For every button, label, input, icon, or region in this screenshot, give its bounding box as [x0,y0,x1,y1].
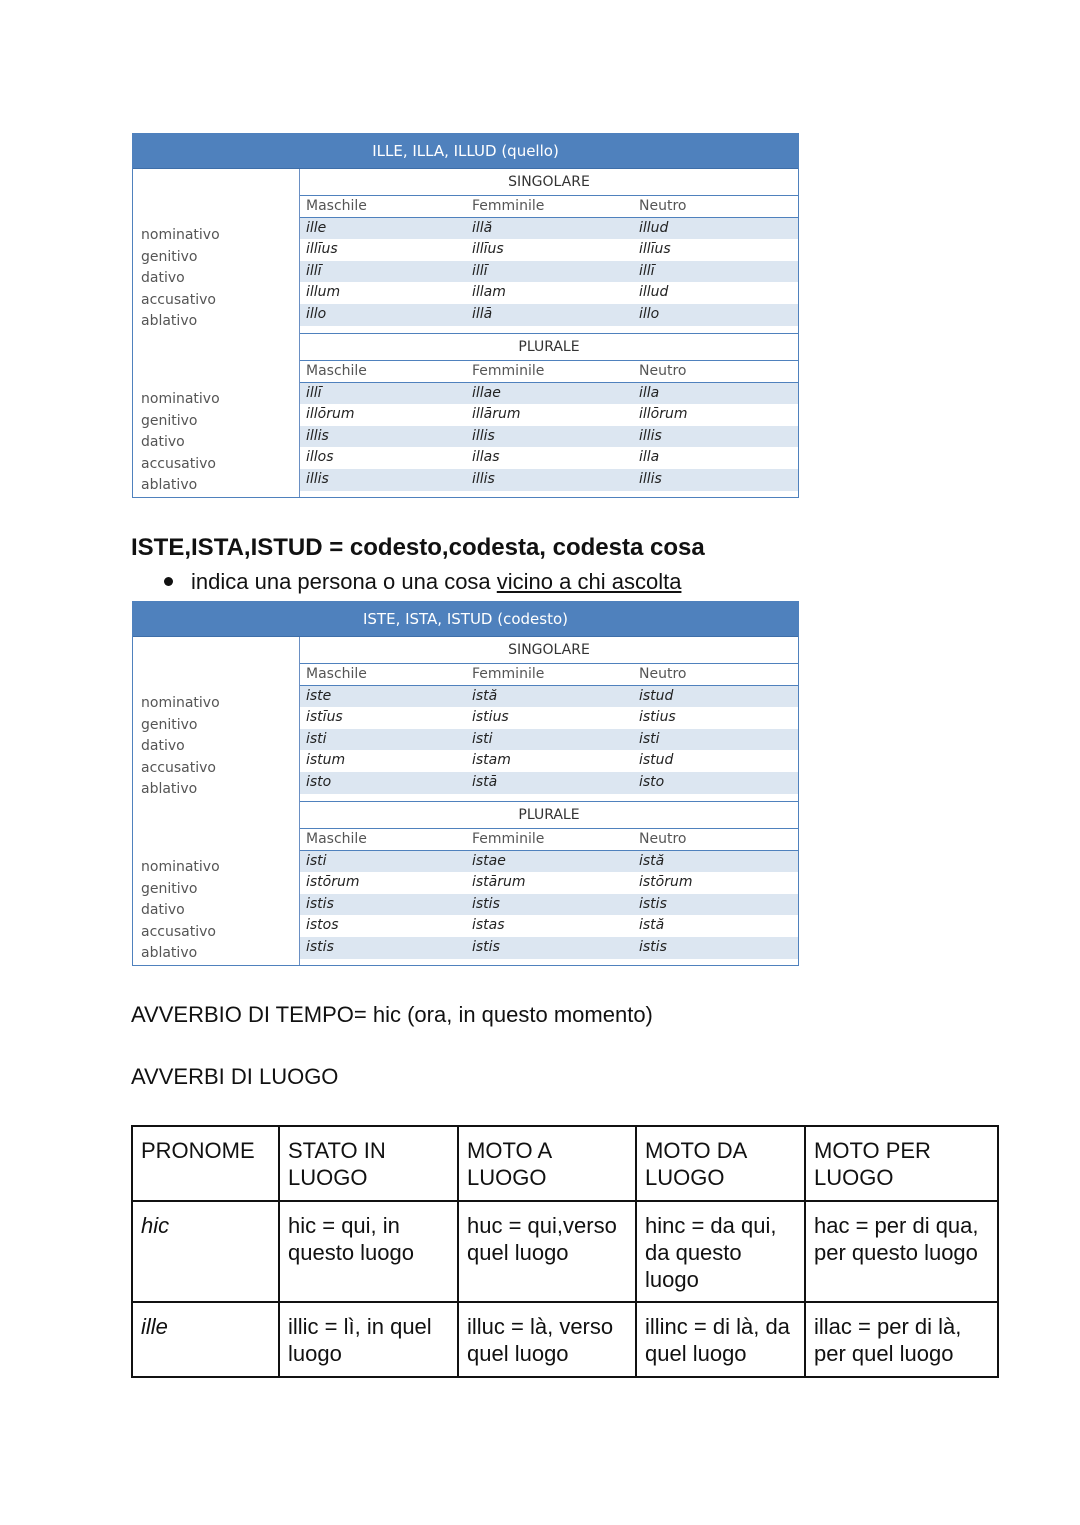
case-labels [133,333,300,497]
table-cell: huc = qui,verso quel luogo [458,1201,636,1302]
bullet-icon [164,577,173,586]
form-cell: istum [306,752,346,769]
table-row [300,304,798,326]
form-cell: istos [306,917,339,934]
declension-table-ille [132,133,799,498]
plural-block [133,333,798,497]
form-cell: illo [306,305,327,322]
table-row [132,1302,998,1377]
table-cell: hic = qui, in questo luogo [279,1201,458,1302]
form-cell: ille [306,219,327,236]
table-row [300,218,798,240]
gender-header-row [300,664,798,686]
form-cell: illis [306,427,329,444]
case-labels [133,637,300,801]
gender-header: Femminile [472,666,545,682]
form-cell: illī [306,262,322,279]
case-labels [133,801,300,965]
gender-header: Neutro [639,198,687,214]
form-cell: isti [306,852,327,869]
form-cell: illos [306,449,334,466]
gender-header-row [300,196,798,218]
case-label: ablativo [141,477,198,494]
form-cell: istă [472,687,498,704]
case-label: dativo [141,738,185,755]
case-label: accusativo [141,291,216,308]
gender-header: Femminile [472,198,545,214]
form-cell: illis [639,427,662,444]
form-cell: istae [472,852,506,869]
case-labels [133,169,300,333]
adverb-time-line: AVVERBIO DI TEMPO= hic (ora, in questo momento) [131,1002,653,1027]
table-row [300,937,798,959]
form-cell: istius [472,709,509,726]
form-cell: illīus [639,241,671,258]
declension-table-iste [132,601,799,966]
column-header: STATO IN LUOGO [279,1126,458,1201]
gender-header: Neutro [639,666,687,682]
form-cell: istis [306,895,334,912]
form-cell: illud [639,284,669,301]
form-cell: isti [306,730,327,747]
table-cell: illinc = di là, da quel luogo [636,1302,805,1377]
form-cell: istă [639,852,665,869]
singular-block [133,637,798,801]
table-title: ISTE, ISTA, ISTUD (codesto) [133,602,798,637]
form-cell: illā [472,305,493,322]
form-cell: istud [639,752,674,769]
table-header-row [132,1126,998,1201]
form-cell: illis [472,470,495,487]
form-cell: illă [472,219,493,236]
table-row [132,1201,998,1302]
form-cell: illam [472,284,506,301]
case-label: accusativo [141,759,216,776]
form-cell: iste [306,687,332,704]
gender-header-row [300,361,798,383]
table-cell: illic = lì, in quel luogo [279,1302,458,1377]
case-label: dativo [141,434,185,451]
table-row [300,426,798,448]
form-cell: istud [639,687,674,704]
form-cell: illīus [472,241,504,258]
bullet-text: indica una persona o una cosa [191,569,497,594]
case-label: ablativo [141,781,198,798]
form-cell: illī [306,384,322,401]
form-cell: istam [472,752,511,769]
form-cell: istis [472,938,500,955]
column-header: MOTO PER LUOGO [805,1126,998,1201]
case-label: nominativo [141,858,220,875]
table-row [300,383,798,405]
form-cell: istă [639,917,665,934]
case-label: accusativo [141,455,216,472]
form-cell: illōrum [639,406,688,423]
column-header: MOTO A LUOGO [458,1126,636,1201]
bullet-underlined-text: vicino a chi ascolta [496,569,682,594]
adverbs-place-title: AVVERBI DI LUOGO [131,1064,339,1089]
table-row [300,261,798,283]
adverbs-table [131,1125,999,1378]
case-label: accusativo [141,923,216,940]
form-cell: illa [639,449,660,466]
table-cell: hac = per di qua, per questo luogo [805,1201,998,1302]
column-header: PRONOME [132,1126,279,1201]
form-cell: illas [472,449,500,466]
gender-header: Maschile [306,198,367,214]
case-label: ablativo [141,945,198,962]
gender-header: Neutro [639,362,687,379]
form-cell: illo [639,305,660,322]
case-label: nominativo [141,390,220,407]
form-cell: isti [639,730,660,747]
table-row [300,404,798,426]
table-cell: illac = per di là, per quel luogo [805,1302,998,1377]
form-cell: illīus [306,241,338,258]
case-label: dativo [141,902,185,919]
form-cell: illī [472,262,488,279]
table-row [300,750,798,772]
form-cell: istis [306,938,334,955]
number-label: PLURALE [300,333,798,361]
form-cell: istōrum [306,874,360,891]
table-row [300,915,798,937]
table-row [300,686,798,708]
gender-header: Femminile [472,830,545,847]
case-label: nominativo [141,227,220,243]
form-cell: illis [306,470,329,487]
gender-header: Neutro [639,830,687,847]
form-cell: illum [306,284,341,301]
form-cell: istius [639,709,676,726]
table-row [300,447,798,469]
form-cell: illa [639,384,660,401]
case-label: genitivo [141,412,198,429]
table-row [300,894,798,916]
section-heading: ISTE,ISTA,ISTUD = codesto,codesta, codesta cosa [131,534,705,561]
gender-header-row [300,829,798,851]
form-cell: illārum [472,406,521,423]
table-cell: illuc = là, verso quel luogo [458,1302,636,1377]
gender-header: Maschile [306,830,367,847]
pronoun-cell: hic [132,1201,279,1302]
table-row [300,707,798,729]
gender-header: Femminile [472,362,545,379]
number-label: SINGOLARE [300,169,798,196]
case-label: genitivo [141,248,198,265]
form-cell: isto [306,773,332,790]
form-cell: isti [472,730,493,747]
form-cell: illis [639,470,662,487]
case-label: genitivo [141,880,198,897]
form-cell: istā [472,773,498,790]
table-row [300,239,798,261]
form-cell: illud [639,219,669,236]
table-row [300,772,798,794]
table-title: ILLE, ILLA, ILLUD (quello) [133,134,798,169]
form-cell: istōrum [639,874,693,891]
gender-header: Maschile [306,362,367,379]
table-row [300,872,798,894]
form-cell: illī [639,262,655,279]
plural-block [133,801,798,965]
table-row [300,282,798,304]
case-label: genitivo [141,716,198,733]
gender-header: Maschile [306,666,367,682]
table-row [300,469,798,491]
table-row [300,851,798,873]
form-cell: illae [472,384,501,401]
pronoun-cell: ille [132,1302,279,1377]
case-label: ablativo [141,313,198,330]
form-cell: istārum [472,874,526,891]
case-label: dativo [141,270,185,287]
number-label: PLURALE [300,801,798,829]
singular-block [133,169,798,333]
case-label: nominativo [141,695,220,711]
table-row [300,729,798,751]
form-cell: istīus [306,709,343,726]
form-cell: istis [639,895,667,912]
form-cell: istas [472,917,505,934]
table-cell: hinc = da qui, da questo luogo [636,1201,805,1302]
column-header: MOTO DA LUOGO [636,1126,805,1201]
number-label: SINGOLARE [300,637,798,664]
form-cell: illōrum [306,406,355,423]
form-cell: istis [472,895,500,912]
form-cell: illis [472,427,495,444]
form-cell: istis [639,938,667,955]
bullet-item [164,569,681,595]
form-cell: isto [639,773,665,790]
